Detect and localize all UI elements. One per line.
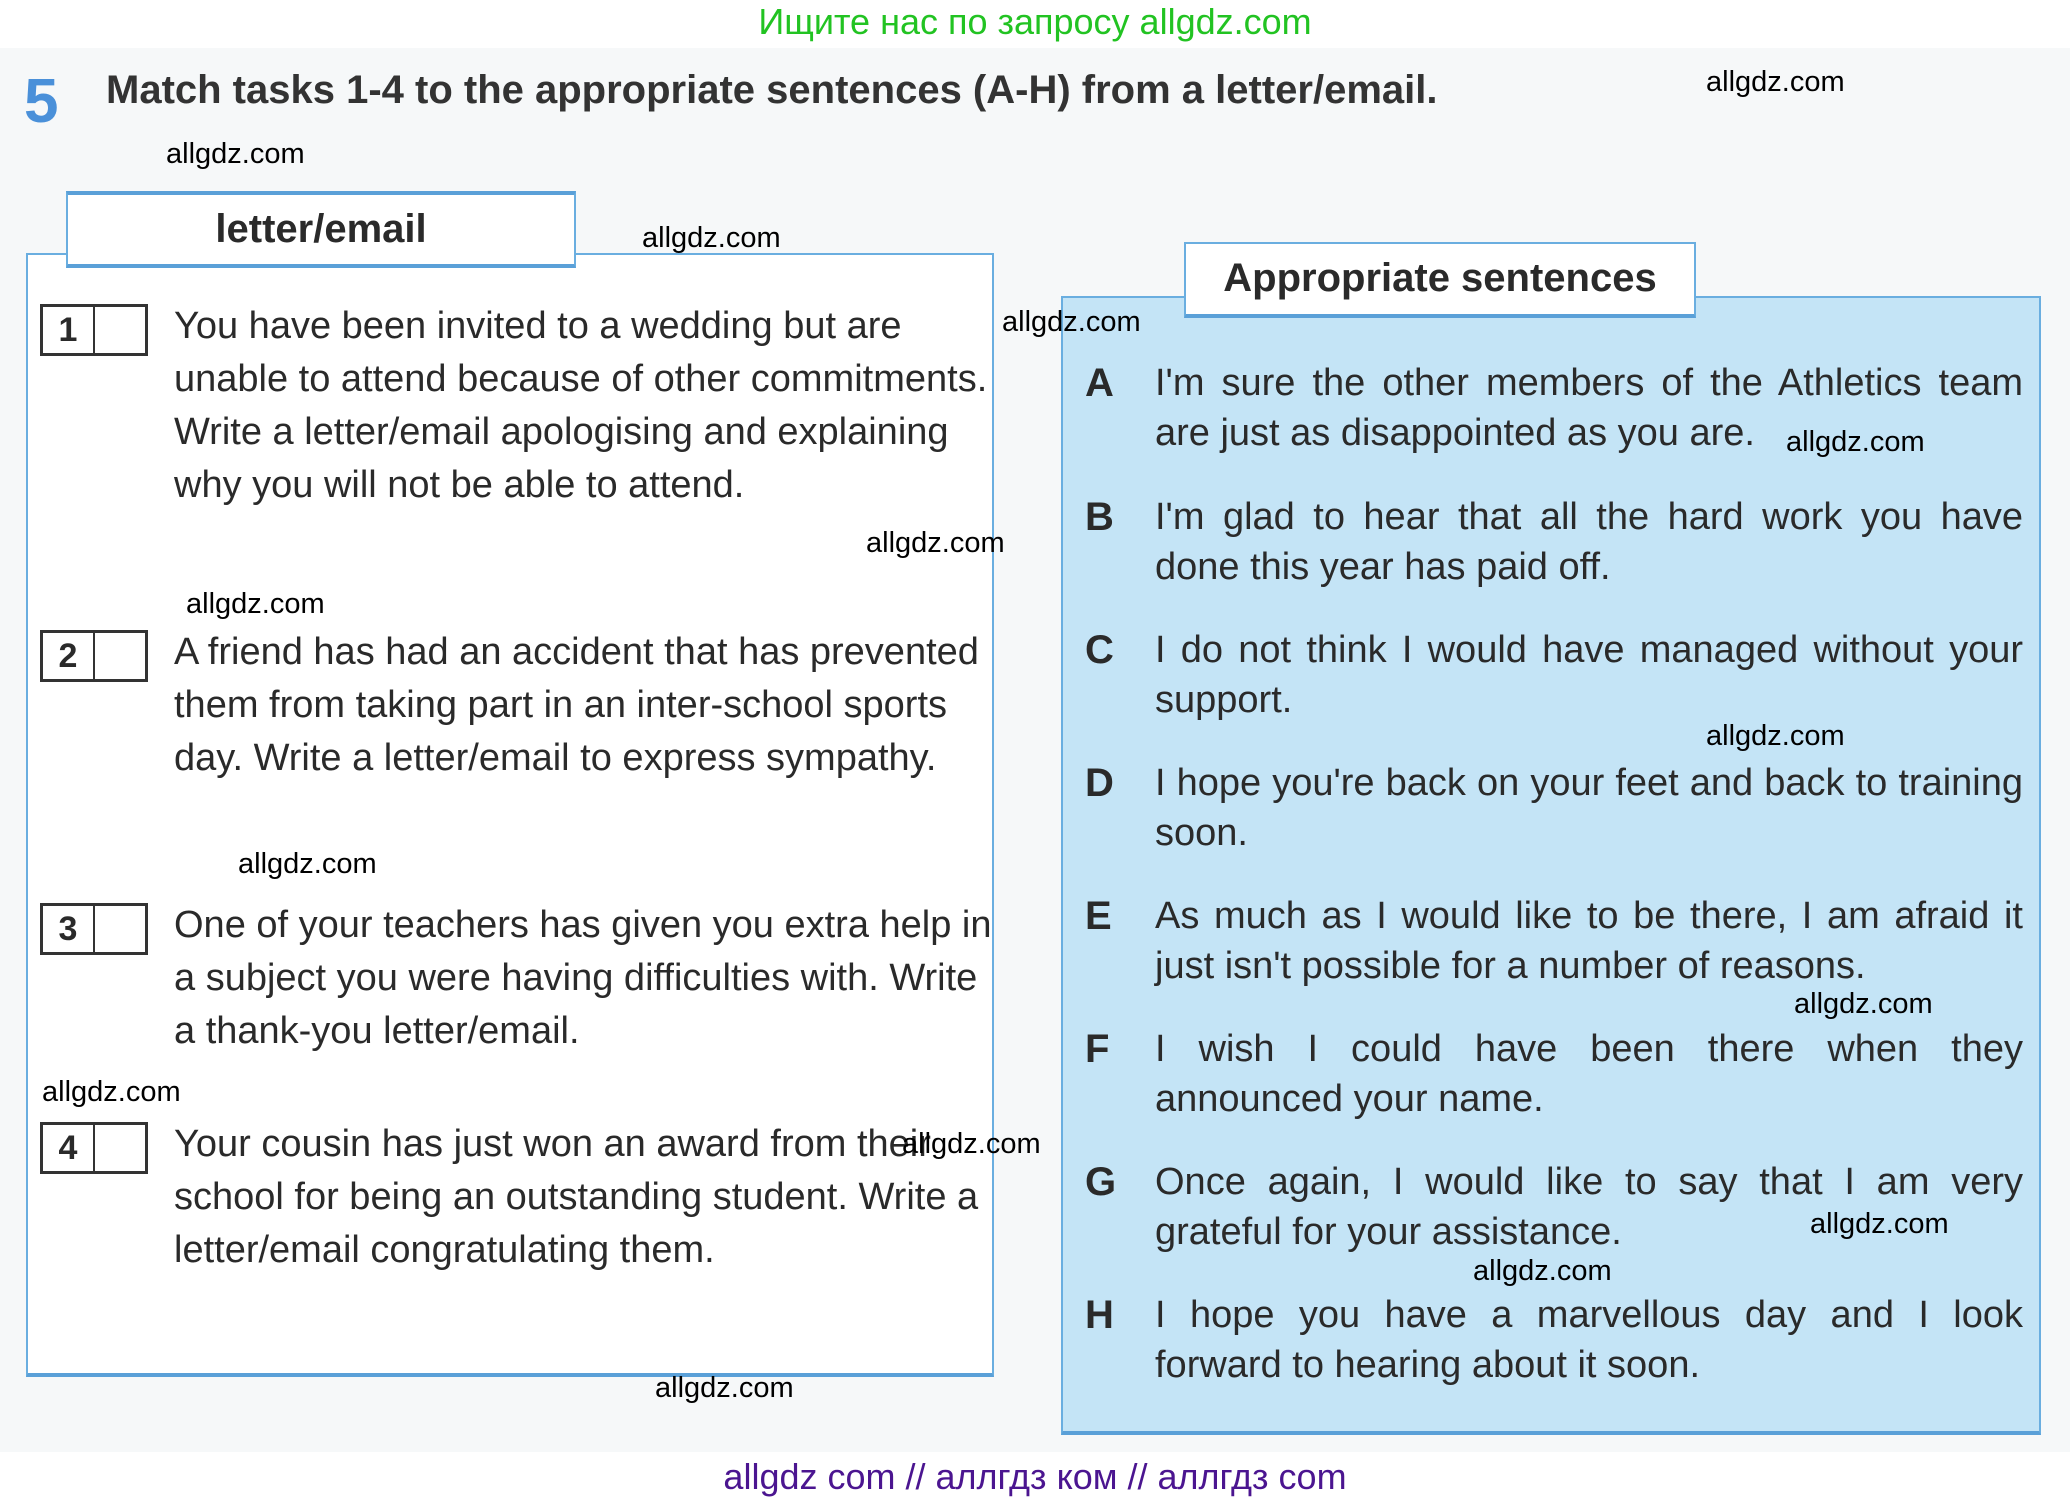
exercise-instruction: Match tasks 1-4 to the appropriate sentences (A-H) from a letter/email. — [106, 68, 1438, 112]
watermark: allgdz.com — [1706, 720, 1845, 752]
sentence-letter: B — [1085, 495, 1114, 539]
watermark: allgdz.com — [642, 222, 781, 254]
footer-banner: allgdz com // аллгдз ком // аллгдз com — [723, 1456, 1347, 1497]
task-number: 3 — [43, 906, 95, 952]
task-text: Your cousin has just won an award from their school for being an outstanding student. Write a letter/email congratulating them. — [174, 1123, 979, 1271]
sentence-text: I wish I could have been there when they announced your name. — [1155, 1028, 2023, 1120]
sentences-title: Appropriate sentences — [1184, 242, 1696, 318]
watermark: allgdz.com — [655, 1372, 794, 1404]
sentence-text: I do not think I would have managed without your support. — [1155, 629, 2023, 721]
task-text: You have been invited to a wedding but are unable to attend because of other commitments. Write a letter/email apologising and explaining why you will not be able to attend. — [174, 305, 988, 506]
search-banner: Ищите нас по запросу allgdz.com — [758, 1, 1312, 42]
sentence-text: I'm glad to hear that all the hard work you have done this year has paid off. — [1155, 496, 2023, 588]
watermark: allgdz.com — [166, 138, 305, 170]
answer-box[interactable] — [40, 304, 148, 356]
sentence-text: Once again, I would like to say that I am very grateful for your assistance. — [1155, 1161, 2023, 1253]
sentence-letter: A — [1085, 361, 1114, 405]
sentence-text: I hope you're back on your feet and back to training soon. — [1155, 762, 2023, 854]
sentence-letter: D — [1085, 761, 1114, 805]
sentence-letter: H — [1085, 1293, 1114, 1337]
sentence-text: As much as I would like to be there, I am afraid it just isn't possible for a number of reasons. — [1155, 895, 2023, 987]
task-text: One of your teachers has given you extra help in a subject you were having difficulties with. Write a thank-you letter/email. — [174, 904, 992, 1052]
watermark: allgdz.com — [1002, 306, 1141, 338]
watermark: allgdz.com — [1786, 426, 1925, 458]
sentence-letter: G — [1085, 1160, 1117, 1204]
task-text: A friend has had an accident that has prevented them from taking part in an inter-school sports day. Write a letter/email to express sympathy. — [174, 631, 979, 779]
sentence-text: I hope you have a marvellous day and I look forward to hearing about it soon. — [1155, 1294, 2023, 1386]
letter-tasks-title: letter/email — [66, 191, 576, 268]
task-number: 4 — [43, 1125, 95, 1171]
sentence-letter: C — [1085, 628, 1114, 672]
watermark: allgdz.com — [1810, 1208, 1949, 1240]
exercise-number: 5 — [24, 67, 59, 136]
watermark: allgdz.com — [186, 588, 325, 620]
sentence-letter: E — [1085, 894, 1112, 938]
watermark: allgdz.com — [1794, 988, 1933, 1020]
answer-box[interactable] — [40, 903, 148, 955]
watermark: allgdz.com — [42, 1076, 181, 1108]
sentence-text: I'm sure the other members of the Athletics team are just as disappointed as you are. — [1155, 362, 2023, 454]
sentence-letter: F — [1085, 1027, 1110, 1071]
watermark: allgdz.com — [1473, 1255, 1612, 1287]
watermark: allgdz.com — [902, 1128, 1041, 1160]
answer-box[interactable] — [40, 630, 148, 682]
task-number: 2 — [43, 633, 95, 679]
watermark: allgdz.com — [238, 848, 377, 880]
task-number: 1 — [43, 307, 95, 353]
watermark: allgdz.com — [1706, 66, 1845, 98]
answer-box[interactable] — [40, 1122, 148, 1174]
watermark: allgdz.com — [866, 527, 1005, 559]
